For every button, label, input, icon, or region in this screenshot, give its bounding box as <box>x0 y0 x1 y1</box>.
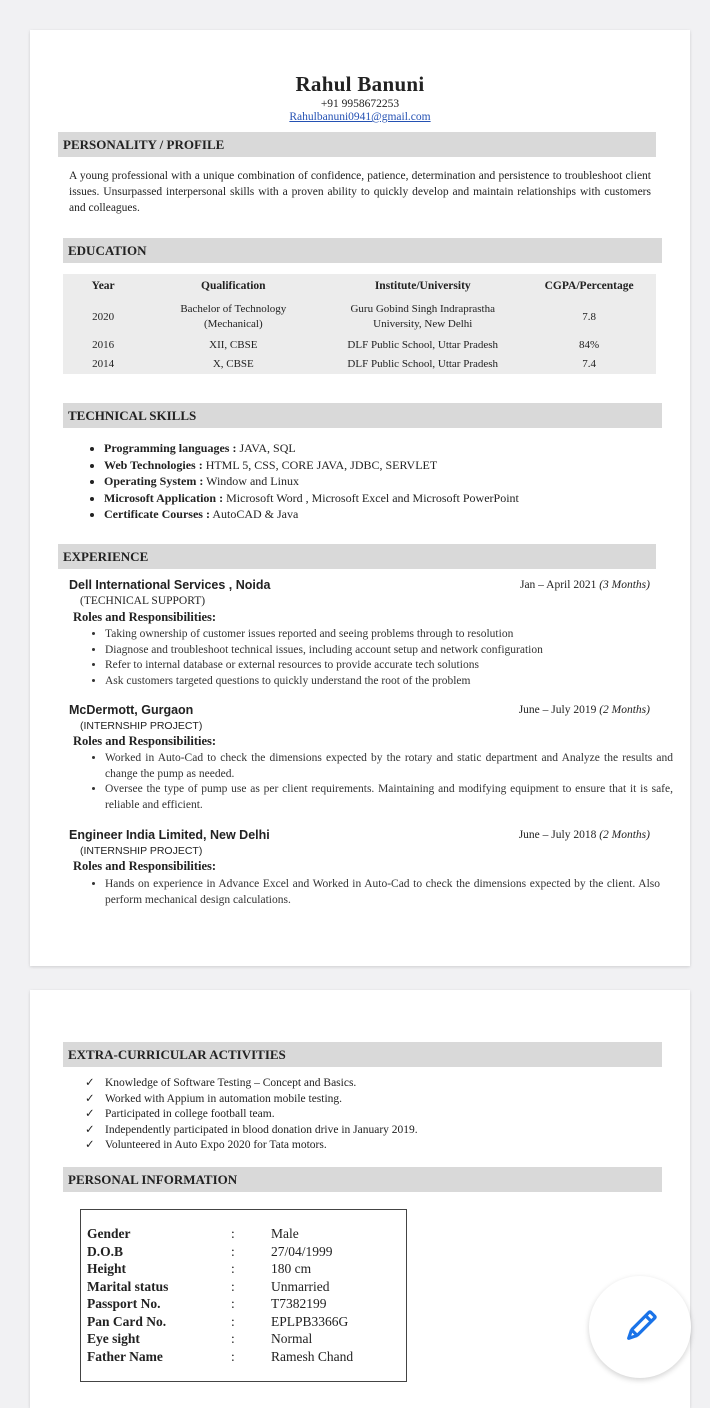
institute-cell: DLF Public School, Uttar Pradesh <box>347 338 499 351</box>
company-name: Dell International Services , Noida <box>69 578 271 592</box>
list-item: ✓ Knowledge of Software Testing – Concept and Basics. <box>85 1076 645 1092</box>
duty-list <box>85 751 673 813</box>
column-header: Year <box>91 280 115 292</box>
activities-list <box>85 1076 645 1154</box>
education-heading: EDUCATION <box>63 238 662 263</box>
job-dates: June – July 2019 (2 Months) <box>518 704 650 716</box>
year-cell: 2014 <box>92 357 115 370</box>
list-item: • Programming languages : JAVA, SQL <box>104 440 664 457</box>
list-item: • Oversee the type of pump use as per client requirements. Maintaining and modifying equipment to ensure that it is safe, reliable and efficient. <box>105 782 673 813</box>
institute-cell: Guru Gobind Singh Indraprastha University, New Delhi <box>350 303 495 330</box>
job-role: (INTERNSHIP PROJECT) <box>80 720 203 732</box>
info-row: Eye sight : Normal <box>87 1331 313 1346</box>
score-cell: 7.8 <box>582 310 596 323</box>
qualification-cell: X, CBSE <box>212 357 254 370</box>
list-item: • Refer to internal database or external resources to provide accurate tech solutions <box>105 658 673 674</box>
edit-button[interactable] <box>589 1276 691 1378</box>
job-dates: June – July 2018 (2 Months) <box>518 829 650 841</box>
activities-heading: EXTRA-CURRICULAR ACTIVITIES <box>63 1042 662 1067</box>
qualification-cell: Bachelor of Technology (Mechanical) <box>180 303 287 330</box>
candidate-name: Rahul Banuni <box>295 72 425 96</box>
list-item: ✓ Participated in college football team. <box>85 1107 645 1123</box>
year-cell: 2016 <box>92 338 115 351</box>
list-item: • Web Technologies : HTML 5, CSS, CORE JAVA, JDBC, SERVLET <box>104 457 664 474</box>
roles-heading: Roles and Responsibilities: <box>73 610 217 624</box>
table-row <box>63 354 656 374</box>
info-row: D.O.B : 27/04/1999 <box>87 1243 333 1259</box>
resume-page-2 <box>30 990 690 1408</box>
education-table <box>63 274 656 374</box>
job-role: (TECHNICAL SUPPORT) <box>80 595 206 607</box>
roles-heading: Roles and Responsibilities: <box>73 734 217 748</box>
info-row: Marital status : Unmarried <box>87 1278 330 1294</box>
list-item: ✓ Volunteered in Auto Expo 2020 for Tata motors. <box>85 1138 645 1154</box>
year-cell: 2020 <box>92 310 115 323</box>
duty-list <box>85 877 660 908</box>
list-item: • Microsoft Application : Microsoft Word , Microsoft Excel and Microsoft PowerPoint <box>104 490 664 507</box>
personal-info-box <box>80 1209 407 1382</box>
company-name: Engineer India Limited, New Delhi <box>69 828 270 842</box>
job-dates: Jan – April 2021 (3 Months) <box>519 579 650 591</box>
checkmark-icon: ✓ <box>85 1108 95 1120</box>
roles-heading: Roles and Responsibilities: <box>73 859 217 873</box>
checkmark-icon: ✓ <box>85 1092 95 1105</box>
table-row <box>63 298 656 336</box>
checkmark-icon: ✓ <box>85 1123 95 1136</box>
score-cell: 84% <box>579 338 600 351</box>
skills-list <box>80 440 664 523</box>
table-row <box>63 336 656 354</box>
info-row: Height : 180 cm <box>87 1261 312 1276</box>
skills-heading: TECHNICAL SKILLS <box>63 403 662 428</box>
experience-heading: EXPERIENCE <box>58 544 656 569</box>
score-cell: 7.4 <box>582 357 596 370</box>
email-address <box>30 111 690 123</box>
info-row: Passport No. : T7382199 <box>87 1296 327 1311</box>
duty-list <box>85 627 673 689</box>
phone-number: +91 9958672253 <box>320 98 400 110</box>
email-link[interactable]: Rahulbanuni0941@gmail.com <box>289 111 431 123</box>
job-role: (INTERNSHIP PROJECT) <box>80 845 203 857</box>
info-row: Pan Card No. : EPLPB3366G <box>87 1313 349 1329</box>
list-item: • Diagnose and troubleshoot technical issues, including account setup and network configuration <box>105 643 673 659</box>
qualification-cell: XII, CBSE <box>209 338 258 351</box>
list-item: ✓ Worked with Appium in automation mobile testing. <box>85 1092 645 1108</box>
list-item: • Taking ownership of customer issues reported and seeing problems through to resolution <box>105 627 673 643</box>
column-header: Institute/University <box>374 280 471 292</box>
resume-page-1 <box>30 30 690 966</box>
list-item: • Hands on experience in Advance Excel and Worked in Auto-Cad to check the dimensions expected by the client. Also perform mechanical design calculations. <box>105 877 660 908</box>
list-item: • Ask customers targeted questions to quickly understand the root of the problem <box>105 674 673 690</box>
institute-cell: DLF Public School, Uttar Pradesh <box>347 357 499 370</box>
pencil-icon <box>620 1307 660 1347</box>
info-row: Gender : Male <box>87 1226 299 1241</box>
list-item: • Worked in Auto-Cad to check the dimensions expected by the rotary and static department and Analyze the results and change the pump as needed. <box>105 751 673 782</box>
list-item: • Certificate Courses : AutoCAD & Java <box>104 506 664 523</box>
column-header: Qualification <box>201 280 266 292</box>
list-item: • Operating System : Window and Linux <box>104 473 664 490</box>
checkmark-icon: ✓ <box>85 1077 95 1089</box>
personal-heading: PERSONAL INFORMATION <box>63 1167 662 1192</box>
checkmark-icon: ✓ <box>85 1139 95 1151</box>
info-row: Father Name : Ramesh Chand <box>87 1348 354 1364</box>
company-name: McDermott, Gurgaon <box>69 703 194 717</box>
profile-text: A young professional with a unique combination of confidence, patience, determination and persistence to troubleshoot client issues. Unsurpassed interpersonal skills with a proven ability to quickly develop and maintain relationships with customers and colleagues. <box>69 170 651 214</box>
column-header: CGPA/Percentage <box>544 280 634 292</box>
profile-heading: PERSONALITY / PROFILE <box>58 132 656 157</box>
list-item: ✓ Independently participated in blood donation drive in January 2019. <box>85 1123 645 1139</box>
education-header-row <box>63 274 656 298</box>
